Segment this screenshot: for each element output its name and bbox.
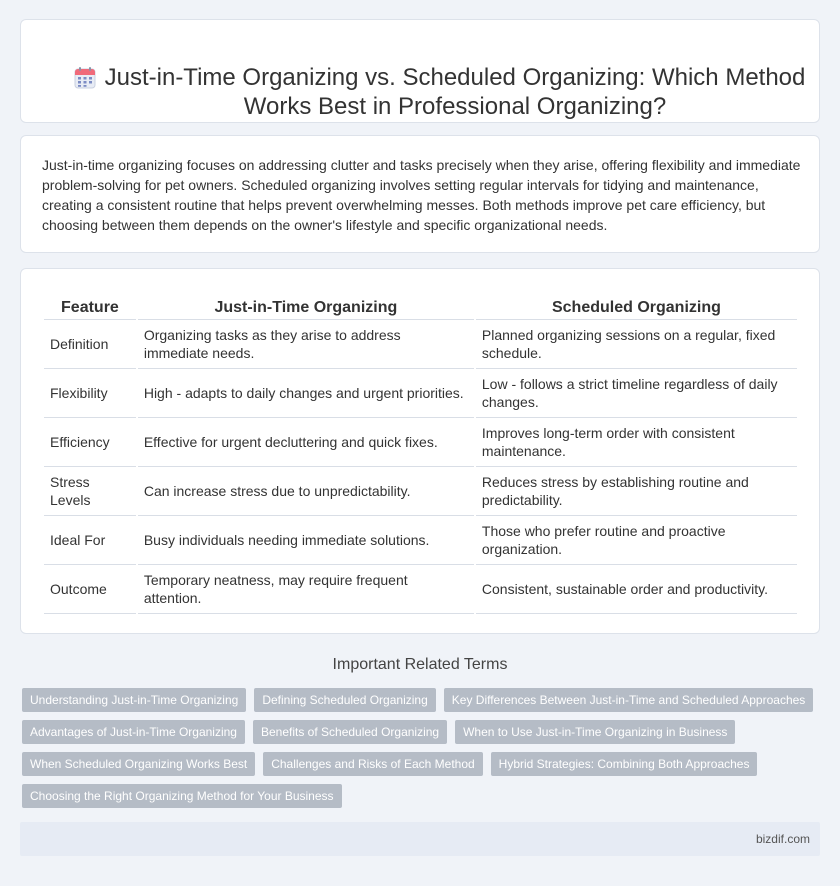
comparison-table-card (20, 268, 820, 634)
title-card (20, 19, 820, 123)
table-row (44, 320, 797, 369)
intro-card (20, 135, 820, 253)
related-term-tag[interactable]: Choosing the Right Organizing Method for Your Business (22, 784, 342, 808)
feature-cell: Stress Levels (44, 467, 136, 516)
jit-cell: Busy individuals needing immediate solutions. (138, 516, 474, 565)
feature-cell: Ideal For (44, 516, 136, 565)
related-term-tag[interactable]: When Scheduled Organizing Works Best (22, 752, 255, 776)
scheduled-cell: Improves long-term order with consistent maintenance. (476, 418, 797, 467)
jit-cell: Organizing tasks as they arise to address immediate needs. (138, 320, 474, 369)
jit-cell: Effective for urgent decluttering and quick fixes. (138, 418, 474, 467)
calendar-icon (73, 66, 97, 90)
table-row (44, 418, 797, 467)
scheduled-cell: Those who prefer routine and proactive organization. (476, 516, 797, 565)
jit-cell: High - adapts to daily changes and urgent priorities. (138, 369, 474, 418)
related-terms-title: Important Related Terms (332, 656, 508, 673)
site-name[interactable]: bizdif.com (755, 832, 810, 846)
jit-cell: Can increase stress due to unpredictability. (138, 467, 474, 516)
related-term-tag[interactable]: Challenges and Risks of Each Method (263, 752, 482, 776)
intro-paragraph: Just-in-time organizing focuses on addressing clutter and tasks precisely when they arise, offering flexibility and immediate problem-solving for pet owners. Scheduled organizing involves setting regular intervals for tidying and maintenance, creating a consistent routine that helps prevent overwhelming messes. Both methods improve pet care efficiency, but choosing between them depends on the owner's lifestyle and specific organizational needs. (42, 157, 801, 233)
scheduled-cell: Consistent, sustainable order and productivity. (476, 565, 797, 614)
jit-cell: Temporary neatness, may require frequent attention. (138, 565, 474, 614)
related-term-tag[interactable]: Understanding Just-in-Time Organizing (22, 688, 246, 712)
table-header-row (44, 297, 797, 320)
feature-cell: Outcome (44, 565, 136, 614)
column-header: Feature (44, 297, 136, 320)
table-row (44, 369, 797, 418)
table-row (44, 467, 797, 516)
related-term-tag[interactable]: Hybrid Strategies: Combining Both Approaches (491, 752, 758, 776)
column-header: Scheduled Organizing (476, 297, 797, 320)
scheduled-cell: Planned organizing sessions on a regular, fixed schedule. (476, 320, 797, 369)
feature-cell: Efficiency (44, 418, 136, 467)
scheduled-cell: Low - follows a strict timeline regardless of daily changes. (476, 369, 797, 418)
column-header: Just-in-Time Organizing (138, 297, 474, 320)
page-title: Just-in-Time Organizing vs. Scheduled Organizing: Which Method Works Best in Professional Organizing? (104, 64, 806, 120)
related-term-tag[interactable]: When to Use Just-in-Time Organizing in Business (455, 720, 735, 744)
related-terms-list (22, 688, 822, 808)
table-row (44, 565, 797, 614)
feature-cell: Flexibility (44, 369, 136, 418)
comparison-table (42, 297, 799, 614)
related-term-tag[interactable]: Advantages of Just-in-Time Organizing (22, 720, 245, 744)
feature-cell: Definition (44, 320, 136, 369)
scheduled-cell: Reduces stress by establishing routine and predictability. (476, 467, 797, 516)
footer (20, 822, 820, 856)
related-term-tag[interactable]: Key Differences Between Just-in-Time and Scheduled Approaches (444, 688, 814, 712)
related-term-tag[interactable]: Benefits of Scheduled Organizing (253, 720, 447, 744)
related-term-tag[interactable]: Defining Scheduled Organizing (254, 688, 435, 712)
table-row (44, 516, 797, 565)
